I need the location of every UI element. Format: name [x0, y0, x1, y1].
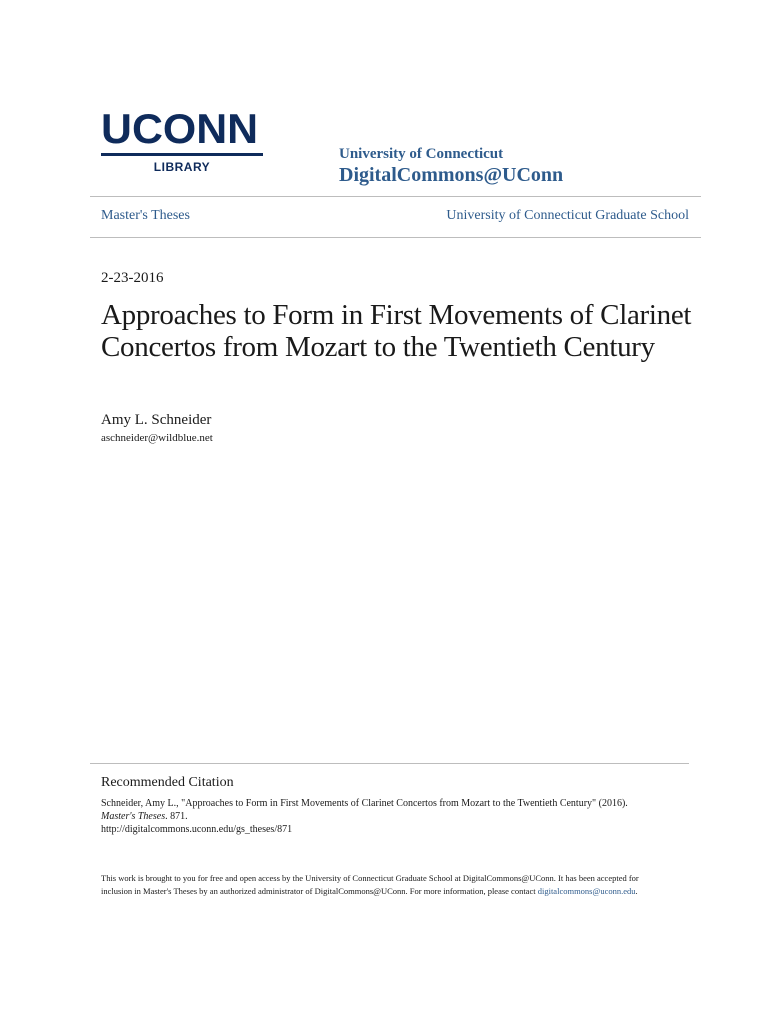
- contact-email-link[interactable]: digitalcommons@uconn.edu: [537, 886, 636, 896]
- graduate-school-link[interactable]: University of Connecticut Graduate School: [446, 208, 689, 223]
- document-title: Approaches to Form in First Movements of Clarinet Concertos from Mozart to the Twentieth Century: [101, 299, 692, 363]
- university-name[interactable]: University of Connecticut: [339, 146, 504, 162]
- access-notice-text: This work is brought to you for free and open access by the University of Connecticut Graduate School at DigitalCommons@UConn. It has been accepted for inclusion in Master's Theses by an authorized administrator of DigitalCommons@UConn. For more information, please contact: [101, 873, 639, 896]
- collection-navbar: [90, 196, 701, 238]
- recommended-citation: [90, 763, 689, 836]
- access-notice: [101, 872, 661, 898]
- publication-date: 2-23-2016: [101, 270, 164, 286]
- citation-heading: Recommended Citation: [101, 775, 234, 790]
- access-notice-end: .: [635, 886, 638, 896]
- uconn-library-logo: [101, 105, 263, 174]
- author-name: Amy L. Schneider: [101, 412, 212, 428]
- citation-url[interactable]: http://digitalcommons.uconn.edu/gs_theses/871: [101, 824, 293, 835]
- logo-wordmark: UCONN: [101, 105, 259, 152]
- author-email: aschneider@wildblue.net: [101, 432, 213, 444]
- logo-subtitle: LIBRARY: [153, 160, 211, 174]
- citation-series-line: [101, 810, 689, 823]
- citation-text: Schneider, Amy L., "Approaches to Form in First Movements of Clarinet Concertos from Mozart to the Twentieth Century" (2016).: [101, 798, 628, 809]
- repository-name[interactable]: DigitalCommons@UConn: [339, 164, 564, 186]
- citation-number: . 871.: [165, 811, 188, 822]
- masters-theses-link[interactable]: Master's Theses: [101, 208, 190, 223]
- citation-series: Master's Theses: [101, 811, 166, 822]
- logo-rule: [101, 153, 263, 156]
- repository-header: [339, 145, 563, 186]
